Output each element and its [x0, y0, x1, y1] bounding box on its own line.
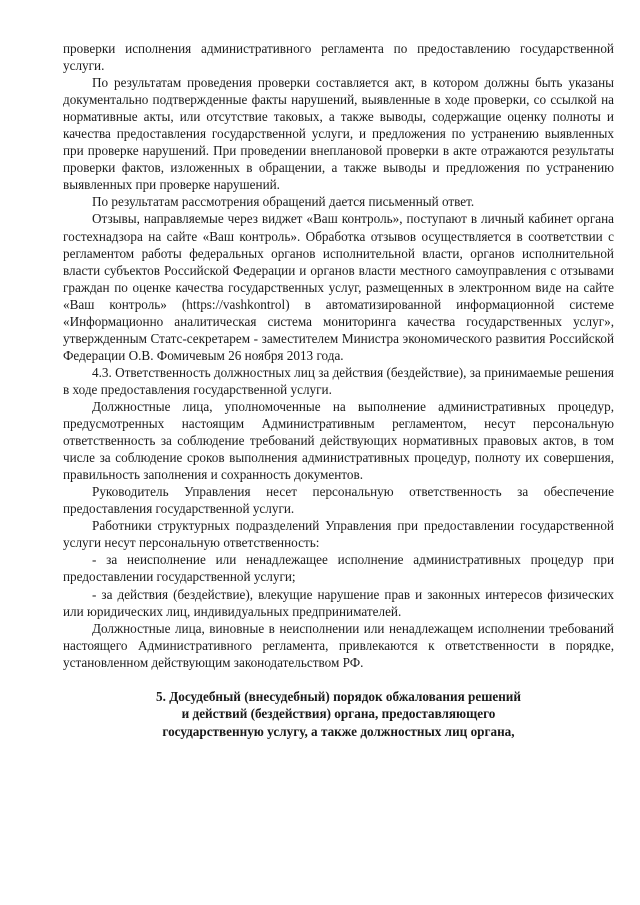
paragraph-inspection-act: По результатам проведения проверки составляется акт, в котором должны быть указаны документально подтвержденные факты нарушений, выявленные в ходе проверки, со ссылкой на нормативные акты, или отсутствие таковых, а также выводы, содержащие оценку полноты и качества предоставления государственной услуги, и предложения по устранению выявленных при проверке нарушений. При проведении внеплановой проверки в акте отражаются результаты проверки фактов, изложенных в обращении, а также выводы и предложения по устранению выявленных при проверке нарушений. — [63, 75, 614, 193]
paragraph-section-4-3: 4.3. Ответственность должностных лиц за действия (бездействие), за принимаемые решения в ходе предоставления государственной услуги. — [63, 364, 614, 397]
document-page — [63, 40, 614, 740]
paragraph-liability: Должностные лица, виновные в неисполнении или ненадлежащем исполнении требований настоящего Административного регламента, привлекаются к ответственности в порядке, установленном действующим законодательством РФ. — [63, 620, 614, 670]
paragraph-vash-kontrol-feedback: Отзывы, направляемые через виджет «Ваш контроль», поступают в личный кабинет органа гостехнадзора на сайте «Ваш контроль». Обработка отзывов осуществляется в соответствии с регламентом работы федеральных органов исполнительной власти, органов исполнительной власти субъектов Российской Федерации и органов власти местного самоуправления с отзывами граждан по оценке качества государственных услуг, размещенных в электронном виде на сайте «Ваш контроль» (https://vashkontrol) в автоматизированной информационной системе «Информационно аналитическая система мониторинга качества государственных услуг», утвержденным Статс-секретарем - заместителем Министра экономического развития Российской Федерации О.В. Фомичевым 26 ноября 2013 года. — [63, 211, 614, 363]
section-5-heading-line-1: 5. Досудебный (внесудебный) порядок обжалования решений — [156, 688, 521, 704]
section-5-heading-line-3: государственную услугу, а также должностных лиц органа, — [162, 723, 515, 739]
paragraph-inspection-end: проверки исполнения административного регламента по предоставлению государственной услуги. — [63, 41, 614, 74]
list-item-rights-violation: - за действия (бездействие), влекущие нарушение прав и законных интересов физических или юридических лиц, индивидуальных предпринимателей. — [63, 586, 614, 619]
paragraph-written-answer: По результатам рассмотрения обращений дается письменный ответ. — [92, 194, 475, 210]
paragraph-officials-responsibility: Должностные лица, уполномоченные на выполнение административных процедур, предусмотренных настоящим Административным регламентом, несут персональную ответственность за соблюдение требований действующих нормативных правовых актов, в том числе за соблюдение сроков выполнения административных процедур, полноту их совершения, правильность заполнения и сохранность документов. — [63, 398, 614, 483]
section-5-heading-line-2: и действий (бездействия) органа, предоставляющего — [181, 706, 496, 722]
paragraph-staff-responsibility: Работники структурных подразделений Управления при предоставлении государственной услуги несут персональную ответственность: — [63, 518, 614, 551]
list-item-non-execution: - за неисполнение или ненадлежащее исполнение административных процедур при предоставлении государственной услуги; — [63, 552, 614, 585]
paragraph-head-responsibility: Руководитель Управления несет персональную ответственность за обеспечение предоставления государственной услуги. — [63, 484, 614, 517]
section-5-heading — [63, 688, 614, 741]
